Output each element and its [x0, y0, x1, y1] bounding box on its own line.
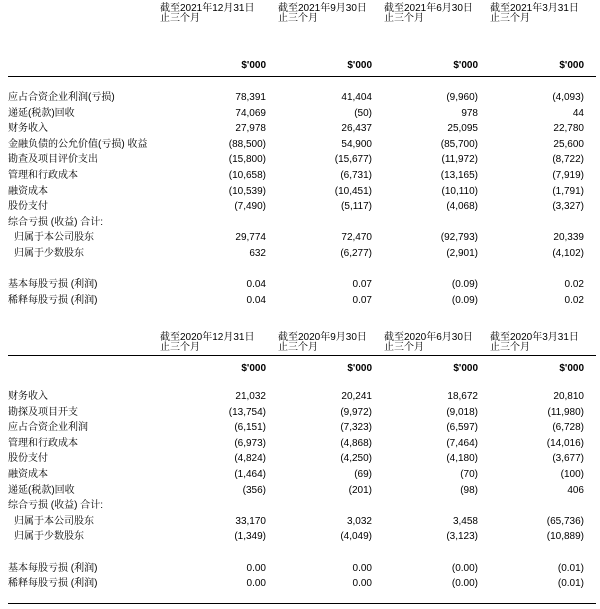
cell-value: (8,722)	[552, 154, 584, 166]
cell-value: (2,901)	[446, 247, 478, 259]
cell-value: (85,700)	[440, 138, 478, 150]
cell-value: (4,102)	[552, 247, 584, 259]
cell-value: 54,900	[341, 138, 372, 150]
cell-value: 0.00	[352, 562, 372, 574]
row-label: 股份支付	[8, 453, 48, 465]
row-label: 综合亏损 (收益) 合计:	[8, 216, 103, 228]
cell-value: (7,919)	[552, 169, 584, 181]
cell-value: (201)	[348, 484, 372, 496]
unit-label: $'000	[347, 363, 372, 374]
row-label: 归属于本公司股东	[14, 515, 94, 527]
row-label: 财务收入	[8, 391, 48, 402]
table-row	[8, 483, 596, 499]
table-body	[8, 389, 596, 592]
table-row	[8, 451, 596, 467]
table-body	[8, 90, 596, 308]
cell-value: 21,032	[235, 391, 266, 402]
cell-value: 0.04	[246, 294, 266, 306]
header-rule	[8, 76, 596, 77]
cell-value: (10,451)	[334, 185, 372, 197]
table-row	[8, 576, 596, 592]
table-row	[8, 215, 596, 231]
column-header: 截至2020年6月30日 止三个月	[384, 332, 473, 353]
unit-label: $'000	[347, 60, 372, 71]
row-label: 归属于少数股东	[14, 247, 84, 259]
row-label: 管理和行政成本	[8, 169, 78, 181]
table-row	[8, 137, 596, 153]
cell-value: 78,391	[235, 92, 266, 103]
cell-value: 26,437	[341, 123, 372, 135]
table-row	[8, 498, 596, 514]
table-row	[8, 90, 596, 106]
cell-value: (15,677)	[334, 154, 372, 166]
cell-value: 3,032	[346, 515, 372, 527]
table-row	[8, 293, 596, 309]
column-header: 截至2021年9月30日 止三个月	[278, 3, 367, 24]
row-label: 递延(税款)回收	[8, 484, 75, 496]
cell-value: (50)	[354, 107, 372, 119]
row-label: 应占合资企业利润(亏损)	[8, 92, 115, 103]
cell-value: (10,658)	[228, 169, 266, 181]
table-row	[8, 152, 596, 168]
cell-value: 74,069	[235, 107, 266, 119]
table-row	[8, 405, 596, 421]
cell-value: (1,349)	[234, 531, 266, 543]
row-label: 管理和行政成本	[8, 437, 78, 449]
table-row	[8, 246, 596, 262]
unit-label: $'000	[241, 363, 266, 374]
table-row	[8, 106, 596, 122]
cell-value: (88,500)	[228, 138, 266, 150]
cell-value: (9,960)	[446, 92, 478, 103]
cell-value: 20,339	[553, 232, 584, 244]
table-row	[8, 168, 596, 184]
cell-value: (11,972)	[441, 154, 478, 166]
cell-value: (6,597)	[446, 422, 478, 434]
cell-value: 0.04	[246, 279, 266, 291]
cell-value: 25,600	[553, 138, 584, 150]
table-row	[8, 436, 596, 452]
row-label: 勘查及项目评价支出	[8, 154, 98, 166]
cell-value: (9,972)	[340, 406, 372, 418]
cell-value: 0.07	[352, 279, 372, 291]
cell-value: 978	[461, 107, 478, 119]
row-label: 融资成本	[8, 468, 48, 480]
cell-value: (1,464)	[234, 468, 266, 480]
cell-value: 632	[249, 247, 266, 259]
row-label: 稀释每股亏损 (利润)	[8, 294, 98, 306]
bottom-rule	[8, 603, 596, 604]
cell-value: (4,250)	[340, 453, 372, 465]
cell-value: 20,241	[341, 391, 372, 402]
row-label: 金融负债的公允价值(亏损) 收益	[8, 138, 148, 150]
cell-value: (6,731)	[340, 169, 372, 181]
cell-value: (356)	[242, 484, 266, 496]
cell-value: (4,824)	[234, 453, 266, 465]
cell-value: (1,791)	[552, 185, 584, 197]
cell-value: (6,728)	[552, 422, 584, 434]
cell-value: (70)	[460, 468, 478, 480]
table-row	[8, 184, 596, 200]
cell-value: (6,151)	[234, 422, 266, 434]
cell-value: 29,774	[235, 232, 266, 244]
cell-value: (10,539)	[228, 185, 266, 197]
unit-row	[8, 363, 596, 375]
header-rule	[8, 355, 596, 356]
cell-value: 22,780	[553, 123, 584, 135]
row-label: 基本每股亏损 (利润)	[8, 279, 98, 291]
column-header: 截至2020年9月30日 止三个月	[278, 332, 367, 353]
cell-value: (4,068)	[446, 201, 478, 213]
cell-value: 44	[572, 107, 584, 119]
cell-value: (3,327)	[552, 201, 584, 213]
cell-value: (15,800)	[228, 154, 266, 166]
table-row	[8, 420, 596, 436]
cell-value: (0.01)	[557, 562, 584, 574]
cell-value: 41,404	[341, 92, 372, 103]
table-row	[8, 121, 596, 137]
cell-value: (7,464)	[446, 437, 478, 449]
cell-value: 0.02	[564, 279, 584, 291]
table-row	[8, 529, 596, 545]
cell-value: 0.00	[352, 578, 372, 590]
cell-value: (4,093)	[552, 92, 584, 103]
column-header: 截至2021年3月31日 止三个月	[490, 3, 579, 24]
cell-value: (65,736)	[546, 515, 584, 527]
row-label: 归属于少数股东	[14, 531, 84, 543]
cell-value: (5,117)	[341, 201, 372, 213]
column-header: 截至2020年12月31日 止三个月	[160, 332, 255, 353]
cell-value: (100)	[560, 468, 584, 480]
unit-label: $'000	[453, 363, 478, 374]
row-label: 股份支付	[8, 201, 48, 213]
row-label: 综合亏损 (收益) 合计:	[8, 500, 103, 512]
cell-value: (0.00)	[451, 578, 478, 590]
table-row	[8, 545, 596, 561]
cell-value: 0.00	[246, 562, 266, 574]
row-label: 基本每股亏损 (利润)	[8, 562, 98, 574]
cell-value: (13,165)	[440, 169, 478, 181]
row-label: 应占合资企业利润	[8, 422, 88, 434]
table-row	[8, 561, 596, 577]
table-row	[8, 277, 596, 293]
cell-value: (7,490)	[234, 201, 266, 213]
row-label: 勘探及项目开支	[8, 406, 78, 418]
cell-value: (7,323)	[340, 422, 372, 434]
cell-value: (4,180)	[446, 453, 478, 465]
cell-value: 18,672	[447, 391, 478, 402]
unit-row	[8, 60, 596, 72]
row-label: 融资成本	[8, 185, 48, 197]
cell-value: 25,095	[447, 123, 478, 135]
column-header: 截至2020年3月31日 止三个月	[490, 332, 579, 353]
cell-value: (4,049)	[340, 531, 372, 543]
cell-value: (11,980)	[547, 406, 584, 418]
cell-value: (3,123)	[446, 531, 478, 543]
cell-value: 0.07	[352, 294, 372, 306]
cell-value: (98)	[460, 484, 478, 496]
cell-value: 72,470	[341, 232, 372, 244]
unit-label: $'000	[453, 60, 478, 71]
row-label: 递延(税款)回收	[8, 107, 75, 119]
cell-value: (9,018)	[446, 406, 478, 418]
cell-value: (0.01)	[557, 578, 584, 590]
cell-value: 33,170	[235, 515, 266, 527]
row-label: 归属于本公司股东	[14, 232, 94, 244]
cell-value: (6,277)	[340, 247, 372, 259]
cell-value: 0.02	[564, 294, 584, 306]
column-header: 截至2021年6月30日 止三个月	[384, 3, 473, 24]
cell-value: (4,868)	[340, 437, 372, 449]
cell-value: (14,016)	[546, 437, 584, 449]
column-headers-2021	[8, 4, 596, 24]
table-row	[8, 389, 596, 405]
cell-value: (0.09)	[451, 279, 478, 291]
cell-value: 3,458	[452, 515, 478, 527]
cell-value: 20,810	[553, 391, 584, 402]
cell-value: 27,978	[235, 123, 266, 135]
row-label: 财务收入	[8, 123, 48, 135]
cell-value: (69)	[354, 468, 372, 480]
column-header: 截至2021年12月31日 止三个月	[160, 3, 255, 24]
cell-value: (6,973)	[234, 437, 266, 449]
table-row	[8, 467, 596, 483]
cell-value: (0.09)	[451, 294, 478, 306]
cell-value: 406	[567, 484, 584, 496]
unit-label: $'000	[241, 60, 266, 71]
cell-value: (10,110)	[441, 185, 478, 197]
unit-label: $'000	[559, 363, 584, 374]
table-row	[8, 514, 596, 530]
table-row	[8, 230, 596, 246]
cell-value: 0.00	[246, 578, 266, 590]
cell-value: (10,889)	[546, 531, 584, 543]
table-row	[8, 262, 596, 278]
column-headers-2020	[8, 333, 596, 353]
cell-value: (3,677)	[552, 453, 584, 465]
cell-value: (13,754)	[228, 406, 266, 418]
cell-value: (92,793)	[440, 232, 478, 244]
row-label: 稀释每股亏损 (利润)	[8, 578, 98, 590]
cell-value: (0.00)	[451, 562, 478, 574]
unit-label: $'000	[559, 60, 584, 71]
table-row	[8, 199, 596, 215]
